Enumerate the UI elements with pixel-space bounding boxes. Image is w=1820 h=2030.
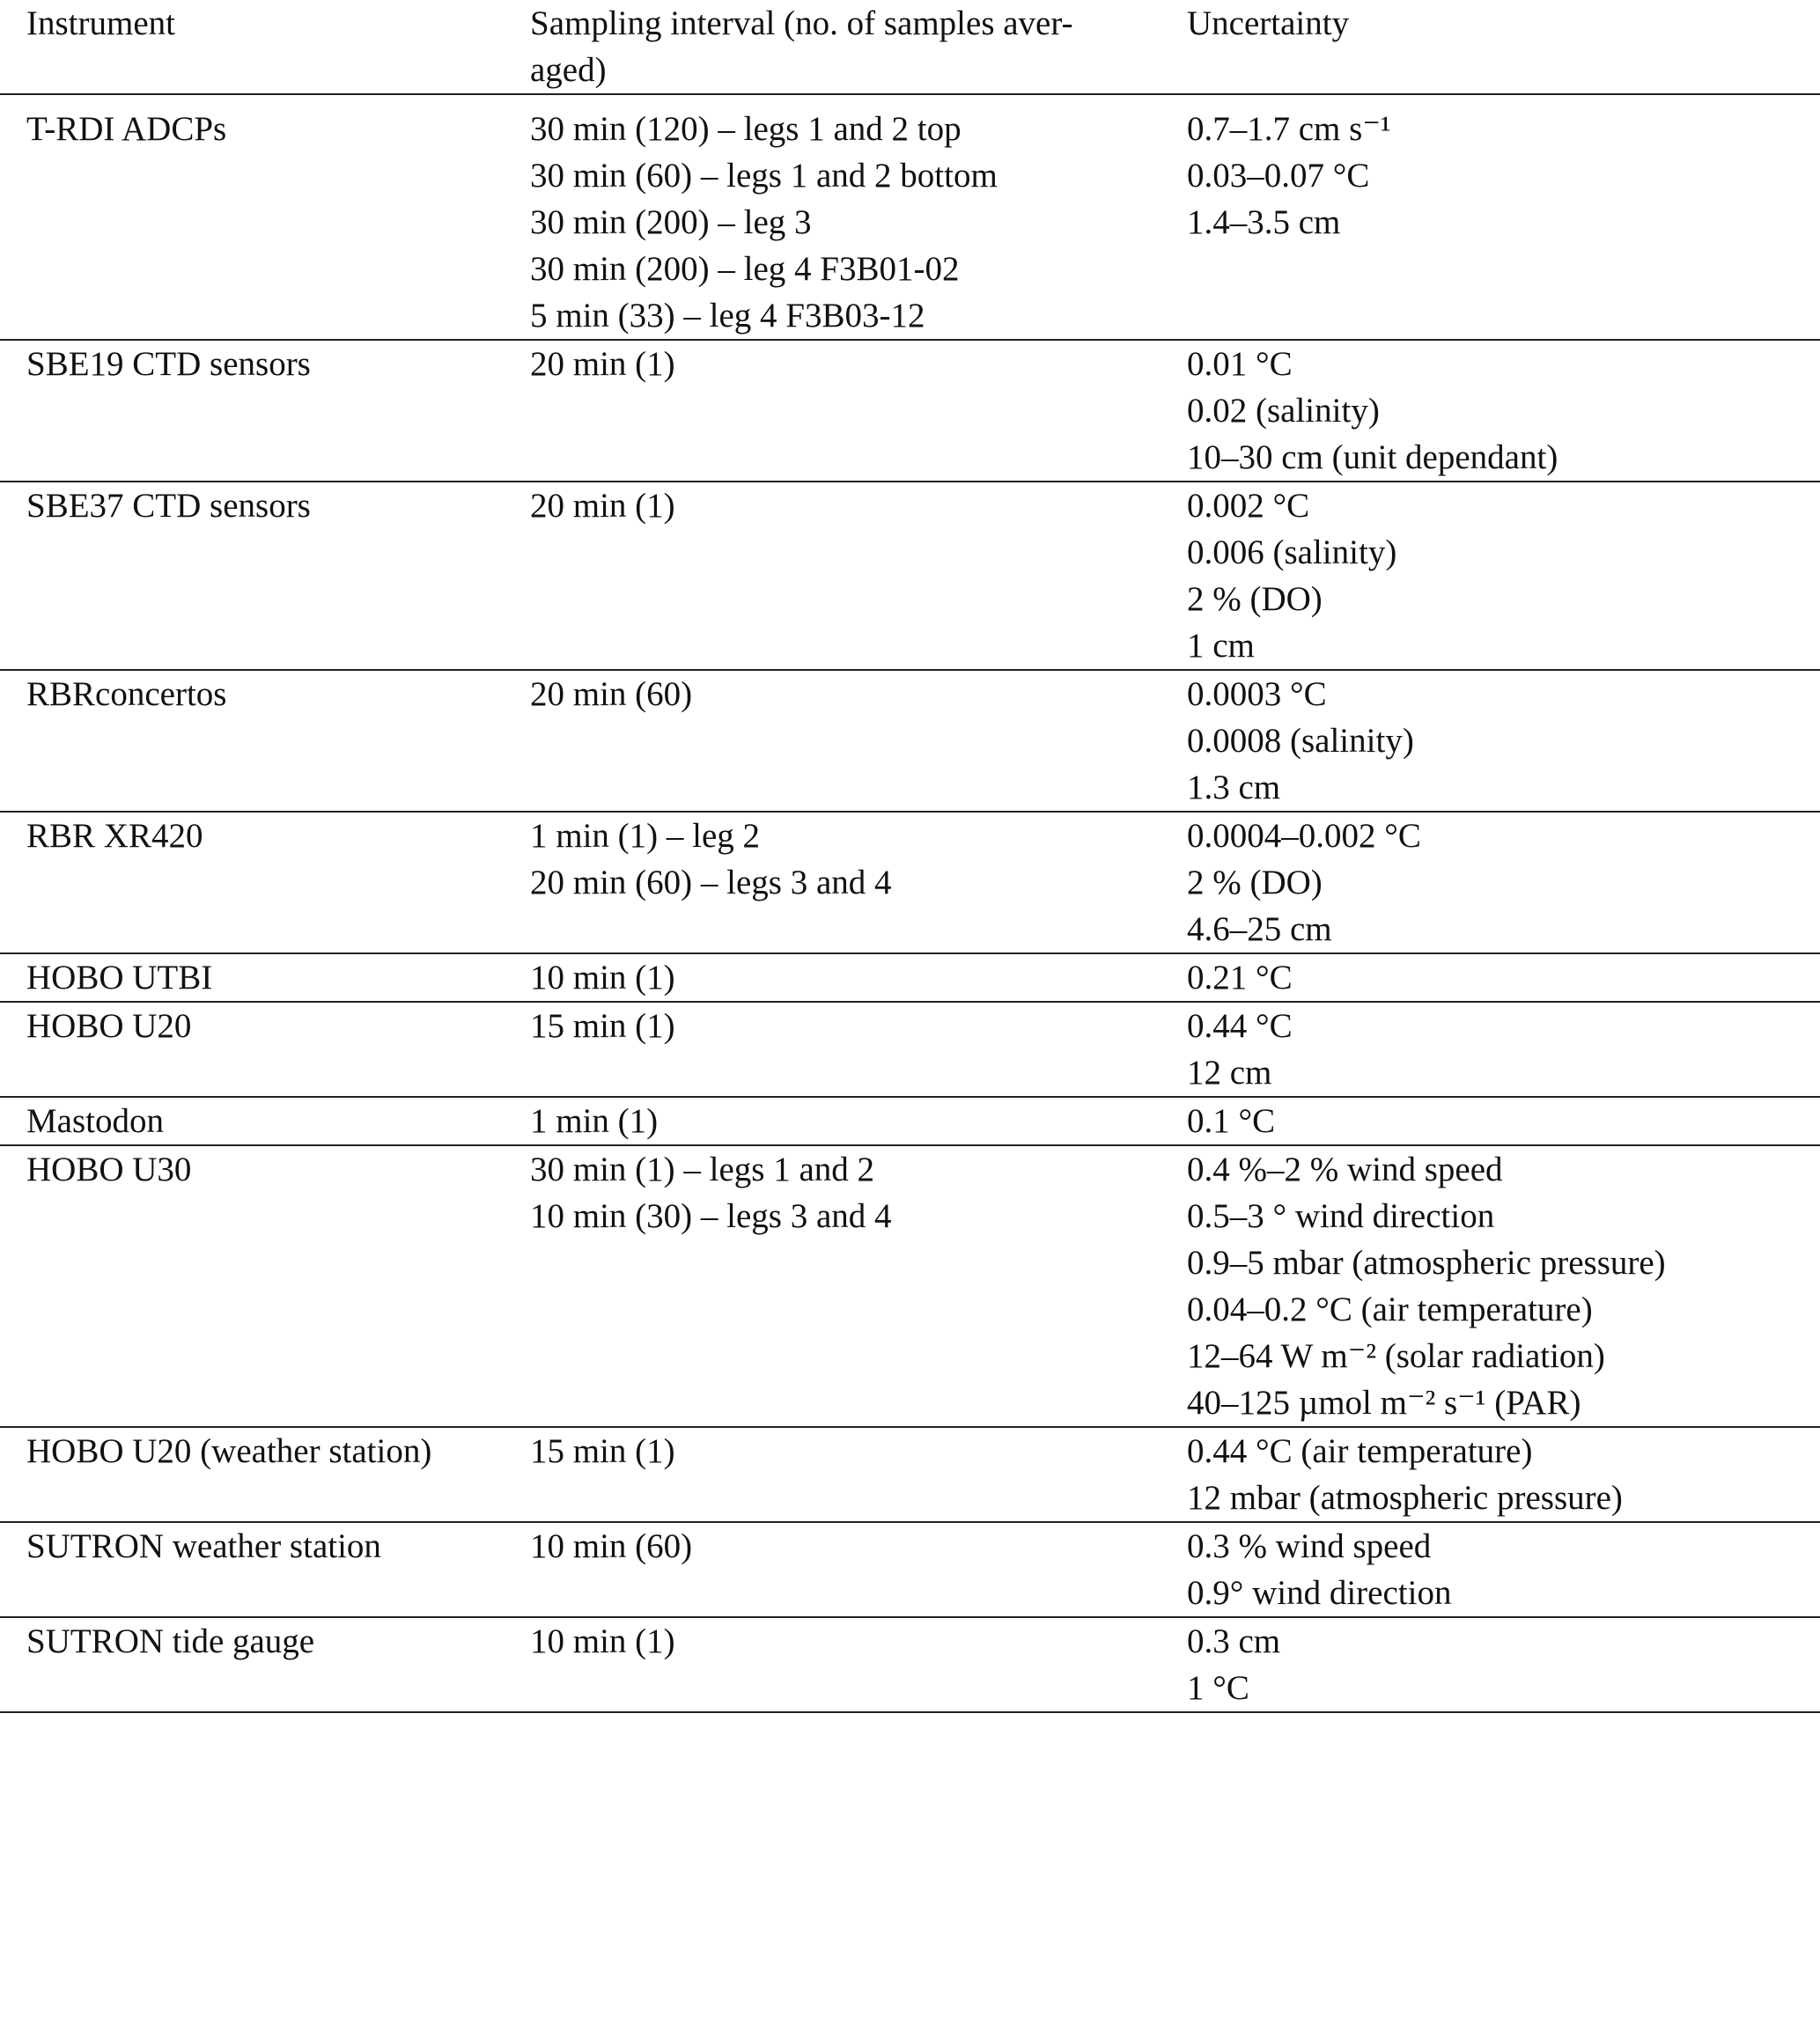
instrument-cell	[0, 812, 529, 953]
uncertainty-line: 10–30 cm (unit dependant)	[1187, 438, 1558, 476]
instrument-cell	[0, 482, 529, 670]
instrument-name: SBE37 CTD sensors	[26, 487, 311, 525]
sampling-interval-line: 5 min (33) – leg 4 F3B03-12	[530, 297, 925, 335]
instrument-cell	[0, 1002, 529, 1097]
table-row	[0, 1097, 1820, 1145]
instrument-name: HOBO UTBI	[26, 959, 213, 997]
table-row	[0, 812, 1820, 953]
uncertainty-line: 2 % (DO)	[1187, 864, 1323, 901]
sampling-interval-line: 20 min (60) – legs 3 and 4	[530, 864, 892, 901]
sampling-interval-line: 10 min (30) – legs 3 and 4	[530, 1197, 892, 1235]
uncertainty-line: 4.6–25 cm	[1187, 910, 1332, 948]
instrument-name: Mastodon	[26, 1102, 164, 1140]
uncertainty-cell	[1187, 482, 1820, 670]
sampling-interval-line: 1 min (1)	[530, 1102, 659, 1140]
sampling-interval-cell	[529, 1617, 1187, 1712]
table-header	[0, 0, 1820, 94]
instrument-name: RBRconcertos	[26, 675, 227, 713]
sampling-interval-line: 15 min (1)	[530, 1432, 675, 1470]
instrument-name: HOBO U30	[26, 1151, 192, 1188]
instrument-cell	[0, 670, 529, 812]
uncertainty-cell	[1187, 953, 1820, 1002]
uncertainty-line: 0.44 °C (air temperature)	[1187, 1432, 1533, 1470]
uncertainty-line: 0.002 °C	[1187, 487, 1310, 525]
uncertainty-line: 0.7–1.7 cm s⁻¹	[1187, 110, 1391, 148]
table-row	[0, 953, 1820, 1002]
uncertainty-line: 12–64 W m⁻² (solar radiation)	[1187, 1337, 1605, 1375]
uncertainty-cell	[1187, 670, 1820, 812]
sampling-interval-cell	[529, 94, 1187, 340]
uncertainty-line: 0.3 % wind speed	[1187, 1527, 1432, 1565]
uncertainty-cell	[1187, 1097, 1820, 1145]
instrument-name: HOBO U20 (weather station)	[26, 1432, 432, 1470]
uncertainty-cell	[1187, 1617, 1820, 1712]
sampling-interval-cell	[529, 1522, 1187, 1617]
instrument-cell	[0, 953, 529, 1002]
header-sampling-interval	[529, 0, 1187, 94]
uncertainty-line: 1 cm	[1187, 627, 1255, 665]
instrument-cell	[0, 1427, 529, 1522]
instrument-name: RBR XR420	[26, 817, 203, 855]
sampling-interval-line: 20 min (1)	[530, 345, 675, 383]
uncertainty-line: 0.0008 (salinity)	[1187, 722, 1414, 760]
sampling-interval-line: 10 min (1)	[530, 1622, 675, 1660]
uncertainty-line: 0.4 %–2 % wind speed	[1187, 1151, 1503, 1188]
sampling-interval-line: 30 min (120) – legs 1 and 2 top	[530, 110, 962, 148]
sampling-interval-cell	[529, 482, 1187, 670]
sampling-interval-cell	[529, 953, 1187, 1002]
uncertainty-line: 40–125 µmol m⁻² s⁻¹ (PAR)	[1187, 1384, 1581, 1422]
uncertainty-line: 0.1 °C	[1187, 1102, 1276, 1140]
sampling-interval-cell	[529, 1427, 1187, 1522]
uncertainty-cell	[1187, 340, 1820, 482]
table-body	[0, 94, 1820, 1712]
sampling-interval-cell	[529, 1002, 1187, 1097]
header-sampling-line-1: Sampling interval (no. of samples aver-	[530, 4, 1073, 42]
sampling-interval-cell	[529, 340, 1187, 482]
sampling-interval-line: 10 min (1)	[530, 959, 675, 997]
sampling-interval-line: 20 min (60)	[530, 675, 693, 713]
uncertainty-line: 0.03–0.07 °C	[1187, 157, 1370, 195]
uncertainty-line: 1.3 cm	[1187, 769, 1281, 806]
sampling-interval-line: 1 min (1) – leg 2	[530, 817, 761, 855]
uncertainty-cell	[1187, 1002, 1820, 1097]
uncertainty-line: 0.44 °C	[1187, 1007, 1293, 1045]
uncertainty-cell	[1187, 94, 1820, 340]
uncertainty-line: 1.4–3.5 cm	[1187, 203, 1341, 241]
table-row	[0, 670, 1820, 812]
uncertainty-line: 0.01 °C	[1187, 345, 1293, 383]
table-row	[0, 1617, 1820, 1712]
instrument-cell	[0, 94, 529, 340]
instrument-name: T-RDI ADCPs	[26, 110, 227, 148]
instrument-cell	[0, 1097, 529, 1145]
instrument-cell	[0, 1617, 529, 1712]
instrument-name: SBE19 CTD sensors	[26, 345, 311, 383]
uncertainty-cell	[1187, 1145, 1820, 1427]
uncertainty-line: 0.9° wind direction	[1187, 1574, 1452, 1612]
uncertainty-line: 2 % (DO)	[1187, 580, 1323, 618]
sampling-interval-cell	[529, 1145, 1187, 1427]
uncertainty-line: 0.21 °C	[1187, 959, 1293, 997]
table-row	[0, 340, 1820, 482]
sampling-interval-line: 20 min (1)	[530, 487, 675, 525]
sampling-interval-line: 15 min (1)	[530, 1007, 675, 1045]
instrument-cell	[0, 340, 529, 482]
header-instrument-text: Instrument	[26, 4, 175, 42]
sampling-interval-line: 30 min (1) – legs 1 and 2	[530, 1151, 875, 1188]
uncertainty-line: 0.9–5 mbar (atmospheric pressure)	[1187, 1244, 1666, 1282]
header-uncertainty-text: Uncertainty	[1187, 4, 1350, 42]
sampling-interval-line: 10 min (60)	[530, 1527, 693, 1565]
header-sampling-line-2: aged)	[530, 51, 607, 89]
instrument-name: SUTRON tide gauge	[26, 1622, 315, 1660]
instrument-name: SUTRON weather station	[26, 1527, 381, 1565]
uncertainty-line: 0.3 cm	[1187, 1622, 1281, 1660]
uncertainty-cell	[1187, 812, 1820, 953]
table-row	[0, 1002, 1820, 1097]
sampling-interval-line: 30 min (200) – leg 3	[530, 203, 812, 241]
uncertainty-line: 12 cm	[1187, 1054, 1272, 1092]
uncertainty-cell	[1187, 1522, 1820, 1617]
uncertainty-line: 0.006 (salinity)	[1187, 533, 1397, 571]
sampling-interval-line: 30 min (60) – legs 1 and 2 bottom	[530, 157, 998, 195]
table-row	[0, 1145, 1820, 1427]
instrument-name: HOBO U20	[26, 1007, 192, 1045]
instrument-cell	[0, 1145, 529, 1427]
uncertainty-line: 0.5–3 ° wind direction	[1187, 1197, 1495, 1235]
uncertainty-line: 1 °C	[1187, 1669, 1249, 1707]
uncertainty-cell	[1187, 1427, 1820, 1522]
sampling-interval-cell	[529, 670, 1187, 812]
uncertainty-line: 0.02 (salinity)	[1187, 392, 1380, 430]
table-row	[0, 94, 1820, 340]
uncertainty-line: 0.04–0.2 °C (air temperature)	[1187, 1291, 1593, 1328]
table-row	[0, 1427, 1820, 1522]
sampling-interval-cell	[529, 812, 1187, 953]
uncertainty-line: 12 mbar (atmospheric pressure)	[1187, 1479, 1623, 1517]
uncertainty-line: 0.0003 °C	[1187, 675, 1327, 713]
header-sampling-block	[530, 0, 1146, 93]
header-instrument	[0, 0, 529, 94]
instrument-cell	[0, 1522, 529, 1617]
header-row	[0, 0, 1820, 94]
uncertainty-line: 0.0004–0.002 °C	[1187, 817, 1421, 855]
table-row	[0, 1522, 1820, 1617]
table-row	[0, 482, 1820, 670]
header-uncertainty	[1187, 0, 1820, 94]
sampling-interval-line: 30 min (200) – leg 4 F3B01-02	[530, 250, 960, 288]
sampling-interval-cell	[529, 1097, 1187, 1145]
